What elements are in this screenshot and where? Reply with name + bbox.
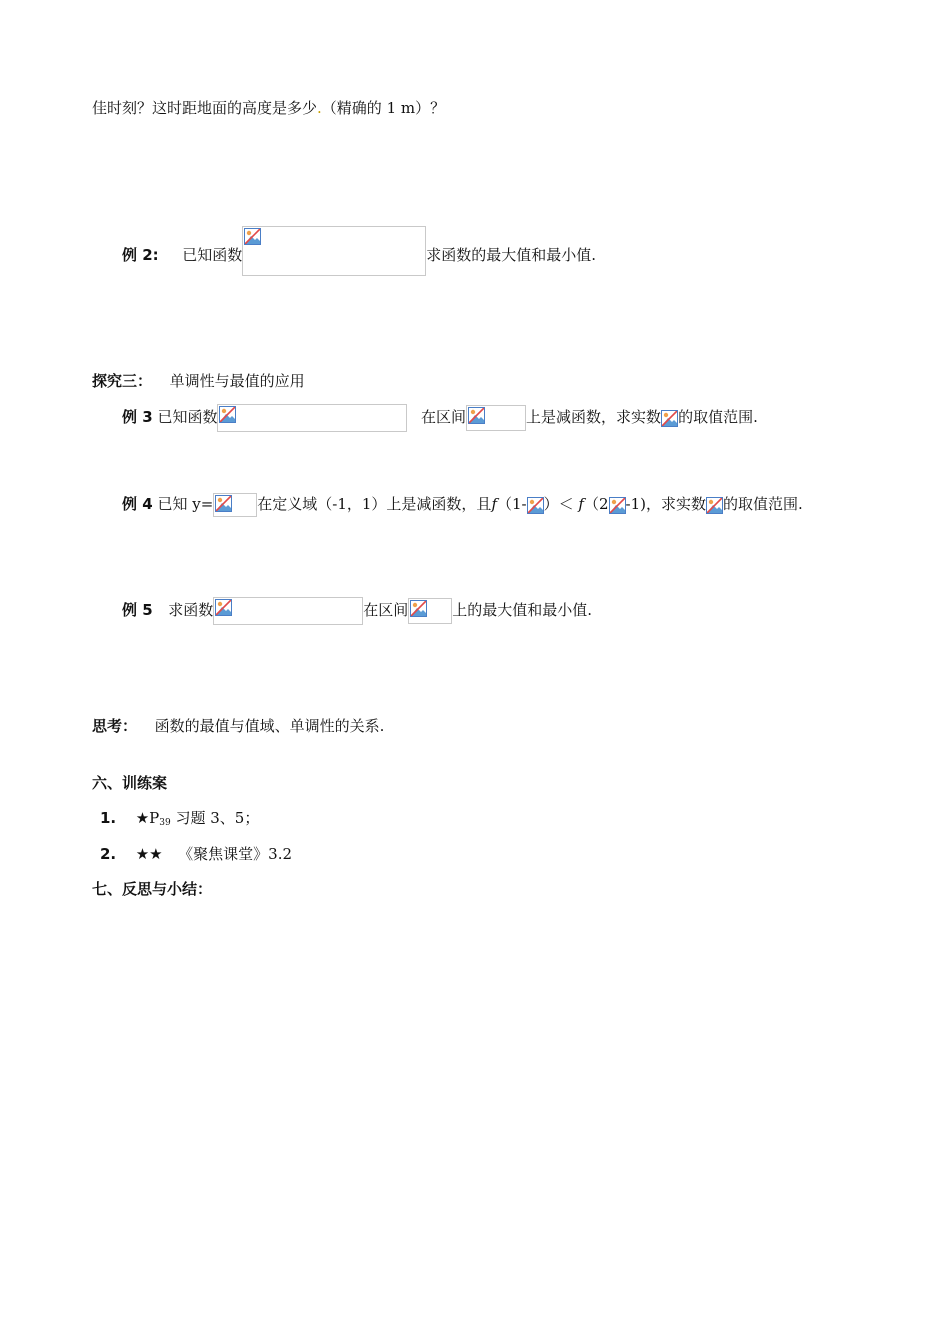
interval-image [408,598,452,624]
list-item-number: 2. [100,845,117,863]
example-2-label: 例 2: [122,246,159,264]
example-3-label: 例 3 [122,408,153,426]
intro-line [92,98,445,118]
list-item-text: 《聚焦课堂》3.2 [178,845,293,863]
function-image [213,493,257,517]
function-image [217,404,407,432]
section-6-title: 六、训练案 [92,774,168,792]
star-icon: ★★ [135,845,163,863]
broken-image-icon [468,407,485,424]
example-3-post2: 的取值范围. [678,408,758,426]
interval-image [466,405,526,431]
variable-image [706,497,723,514]
function-f-symbol: f [491,495,497,513]
think-line [92,716,384,736]
broken-image-icon [527,497,544,514]
section-7-title: 七、反思与小结： [92,880,213,898]
intro-tail: （精确的 1 m）？ [321,99,446,117]
example-5-post: 上的最大值和最小值. [452,601,593,619]
example-3 [122,404,758,432]
broken-image-icon [661,410,678,427]
variable-image [609,497,626,514]
function-f-symbol: f [578,495,584,513]
example-2-pre: 已知函数 [182,246,243,264]
example-3-pre: 已知函数 [157,408,218,426]
example-5-mid: 在区间 [363,601,409,619]
think-text: 函数的最值与值域、单调性的关系. [154,717,385,735]
page-p: P [149,809,160,827]
example-4-open2: （2 [583,495,609,513]
list-item [100,844,292,864]
broken-image-icon [244,228,261,245]
dot-marker: . [317,99,322,117]
broken-image-icon [410,600,427,617]
example-4 [122,493,803,517]
broken-image-icon [706,497,723,514]
section-3-title: 单调性与最值的应用 [169,372,305,390]
example-4-mid: 在定义域（-1，1）上是减函数，且 [257,495,492,513]
example-4-close2: -1)，求实数 [625,495,706,513]
example-5-label: 例 5 [122,601,153,619]
function-image [242,226,426,276]
broken-image-icon [219,406,236,423]
example-3-mid: 在区间 [421,408,467,426]
example-5 [122,597,592,625]
page-number: 39 [159,818,171,828]
variable-image [527,497,544,514]
example-4-close1: ）＜ [543,495,574,513]
example-2 [122,226,596,276]
list-item-number: 1. [100,809,117,827]
example-5-pre: 求函数 [168,601,214,619]
section-3-label: 探究三： [92,372,153,390]
star-icon: ★ [135,809,150,827]
example-4-pre: 已知 y= [157,495,214,513]
example-4-post: 的取值范围. [723,495,803,513]
example-4-label: 例 4 [122,495,153,513]
broken-image-icon [609,497,626,514]
think-label: 思考： [92,717,138,735]
list-item [100,808,259,833]
variable-image [661,410,678,427]
example-2-post: 求函数的最大值和最小值. [426,246,597,264]
broken-image-icon [215,495,232,512]
function-image [213,597,363,625]
broken-image-icon [215,599,232,616]
example-3-post1: 上是减函数，求实数 [526,408,662,426]
example-4-open1: （1- [497,495,527,513]
list-item-text: 习题 3、5； [175,809,260,827]
intro-text: 佳时刻？这时距地面的高度是多少 [92,99,318,117]
section-3-heading [92,371,305,391]
